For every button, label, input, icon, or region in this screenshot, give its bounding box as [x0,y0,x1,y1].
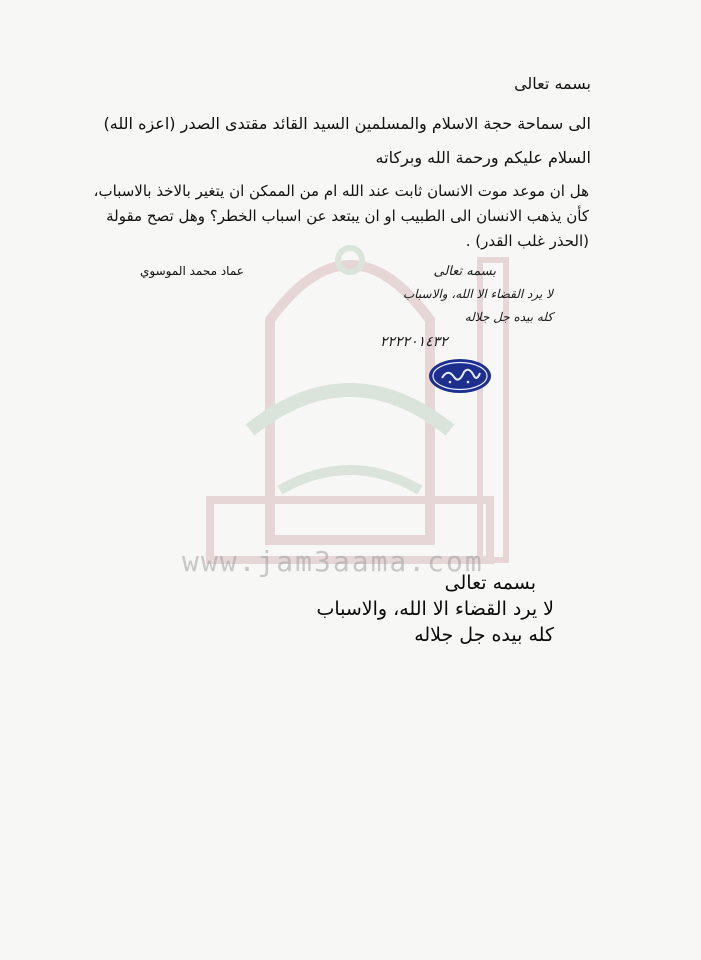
asker-name: عماد محمد الموسوي [140,264,244,278]
handwritten-date: ٢٢٢٢٠١٤٣٢ [380,334,448,350]
question-line: كأن يذهب الانسان الى الطبيب او ان يبتعد عن اسباب الخطر؟ وهل تصح مقولة [106,207,589,225]
handwritten-line: كله بيده جل جلاله [464,310,553,324]
typed-answer-line: بسمه تعالى [444,572,536,594]
typed-answer-line: لا يرد القضاء الا الله، والاسباب [316,598,554,620]
letter-salutation: السلام عليكم ورحمة الله وبركاته [375,148,591,167]
handwritten-line: بسمه تعالى [433,264,496,279]
watermark-url: www.jam3aama.com [182,545,484,578]
office-seal-icon [428,358,492,394]
handwritten-line: لا يرد القضاء الا الله، والاسباب [402,287,553,301]
letter-addressee: الى سماحة حجة الاسلام والمسلمين السيد القائد مقتدى الصدر (اعزه الله) [103,114,591,133]
question-line: هل ان موعد موت الانسان ثابت عند الله ام من الممكن ان يتغير بالاخذ بالاسباب، [93,182,589,200]
typed-answer-line: كله بيده جل جلاله [414,624,554,646]
question-line: (الحذر غلب القدر) . [465,232,589,250]
mosque-watermark-icon [150,200,550,600]
letter-greeting: بسمه تعالى [514,74,591,93]
